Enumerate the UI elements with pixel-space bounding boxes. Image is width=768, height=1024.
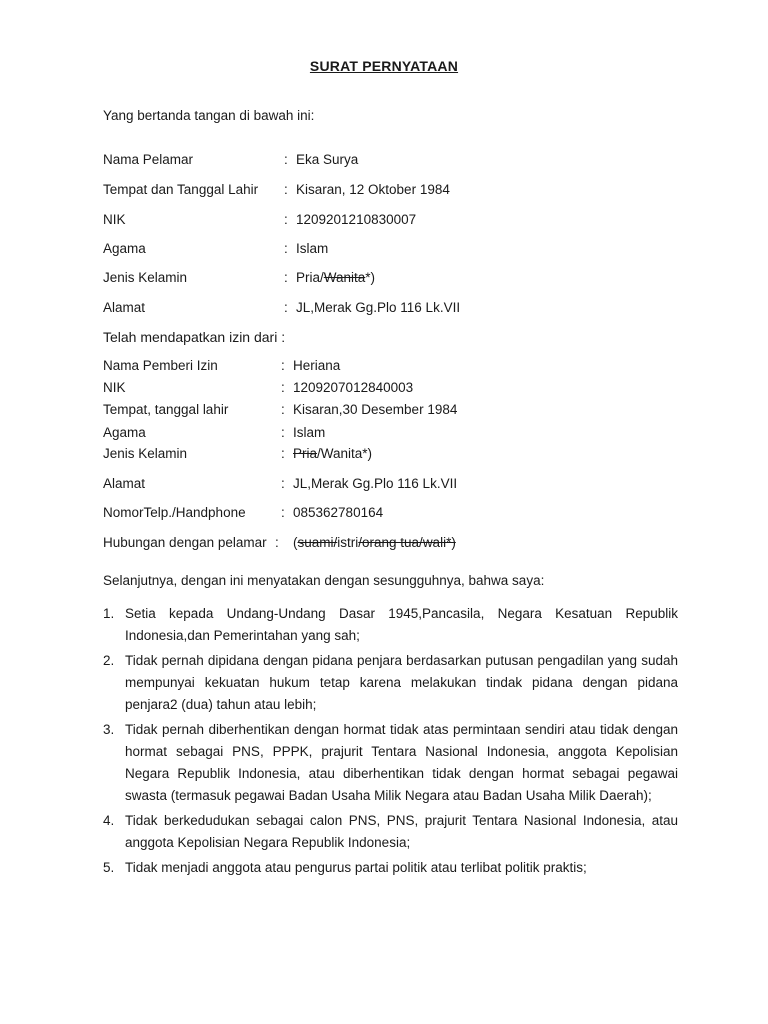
permission-heading: Telah mendapatkan izin dari : — [103, 329, 286, 345]
struck-option: /orang tua/wali*) — [358, 535, 456, 550]
field-label: Jenis Kelamin — [103, 270, 188, 285]
intro-text: Yang bertanda tangan di bawah ini: — [103, 108, 315, 123]
field-value: Islam — [296, 241, 329, 256]
kept-option: istri — [337, 535, 359, 550]
field-value: 1209207012840003 — [293, 380, 414, 395]
field-value: Pria/Wanita*) — [296, 270, 376, 285]
field-label: Nama Pelamar — [103, 152, 194, 167]
statement-list — [103, 603, 678, 882]
field-value: Kisaran,30 Desember 1984 — [293, 402, 458, 417]
field-label: NomorTelp./Handphone — [103, 505, 246, 520]
field-label: NIK — [103, 380, 126, 395]
field-label: Nama Pemberi Izin — [103, 358, 218, 373]
struck-option: Wanita — [323, 270, 366, 285]
field-value: Pria/Wanita*) — [293, 446, 373, 461]
document-title: SURAT PERNYATAAN — [309, 58, 459, 74]
field-value: (suami/istri/orang tua/wali*) — [293, 535, 456, 550]
field-label: Tempat, tanggal lahir — [103, 402, 229, 417]
field-value: 085362780164 — [293, 505, 384, 520]
list-item: 3. Tidak pernah diberhentikan dengan hormat tidak atas permintaan sendiri atau tidak dengan hormat sebagai PNS, PPPK, prajurit Tentara Nasional Indonesia, anggota Kepolisian Negara Republik Indonesia, atau diberhentikan tidak dengan hormat sebagai pegawai swasta (termasuk pegawai Badan Usaha Milik Negara atau Badan Usaha Milik Daerah); — [103, 722, 678, 803]
field-label: Alamat — [103, 476, 146, 491]
list-item: 4. Tidak berkedudukan sebagai calon PNS, PNS, prajurit Tentara Nasional Indonesia, atau anggota Kepolisian Negara Republik Indonesia; — [103, 813, 678, 850]
field-value: JL,Merak Gg.Plo 116 Lk.VII — [296, 300, 461, 315]
field-label: Agama — [103, 425, 146, 440]
field-label: Jenis Kelamin — [103, 446, 188, 461]
field-value: 1209201210830007 — [296, 212, 417, 227]
field-label: Alamat — [103, 300, 146, 315]
list-item: 1. Setia kepada Undang-Undang Dasar 1945,Pancasila, Negara Kesatuan Republik Indonesia,dan Pemerintahan yang sah; — [103, 606, 678, 643]
conclusion-text: Selanjutnya, dengan ini menyatakan dengan sesungguhnya, bahwa saya: — [103, 573, 545, 588]
list-item: 2. Tidak pernah dipidana dengan pidana penjara berdasarkan putusan pengadilan yang sudah mempunyai kekuatan hukum tetap karena melakukan tindak pidana dengan pidana penjara2 (dua) tahun atau lebih; — [103, 653, 678, 712]
field-value: Heriana — [293, 358, 341, 373]
field-label: Agama — [103, 241, 146, 256]
struck-option: Pria — [293, 446, 318, 461]
struck-option: suami/ — [297, 535, 338, 550]
document-page: SURAT PERNYATAAN Yang bertanda tangan di bawah ini: Nama Pelamar : Eka Surya Tempat dan Tanggal Lahir : Kisaran, 12 Oktober 1984 NIK : 1209201210830007 Agama : Islam Jenis Kelamin : Pria/Wanita*) Alamat : JL,Merak Gg.Plo 116 Lk.VII Telah mendapatkan izin dari : Nama Pemberi Izin : Heriana NIK : 1209207012840003 Tempat, tanggal lahir : Kisaran,30 Desember 1984 Agama : Islam Jenis Kelamin : Pria/Wanita*) Alamat : JL,Merak Gg.Plo 116 Lk.VII NomorTelp./Handphone : 085362780164 Hubungan dengan pelamar : (suami/istri/orang tua/wali*) Selanjutnya, dengan ini menyatakan dengan sesungguhnya, bahwa saya: 1. Setia kepada Undang-Undang Dasar 1945,Pancasila, Negara Kesatuan Republik Indonesia,dan Pemerintahan yang sah; 2. Tidak pernah dipidana dengan pidana penjara berdasarkan putusan pengadilan yang sudah mempunyai kekuatan hukum tetap karena melakukan tindak pidana dengan pidana penjara2 (dua) tahun atau lebih; 3. Tidak pernah diberhentikan dengan hormat tidak atas permintaan sendiri atau tidak dengan hormat sebagai PNS, PPPK, prajurit Tentara Nasional Indonesia, anggota Kepolisian Negara Republik Indonesia, atau diberhentikan tidak dengan hormat sebagai pegawai swasta (termasuk pegawai Badan Usaha Milik Negara atau Badan Usaha Milik Daerah); 4. Tidak berkedudukan sebagai calon PNS, PNS, prajurit Tentara Nasional Indonesia, atau anggota Kepolisian Negara Republik Indonesia; 5. Tidak menjadi anggota atau pengurus partai politik atau terlibat politik praktis; — [0, 0, 768, 1024]
field-value: JL,Merak Gg.Plo 116 Lk.VII — [293, 476, 458, 491]
field-value: Eka Surya — [296, 152, 359, 167]
list-item: 5. Tidak menjadi anggota atau pengurus partai politik atau terlibat politik praktis; — [103, 860, 587, 875]
field-label: NIK — [103, 212, 126, 227]
field-label: Hubungan dengan pelamar — [103, 535, 267, 550]
field-value: Kisaran, 12 Oktober 1984 — [296, 182, 450, 197]
field-label: Tempat dan Tanggal Lahir — [103, 182, 259, 197]
field-value: Islam — [293, 425, 326, 440]
